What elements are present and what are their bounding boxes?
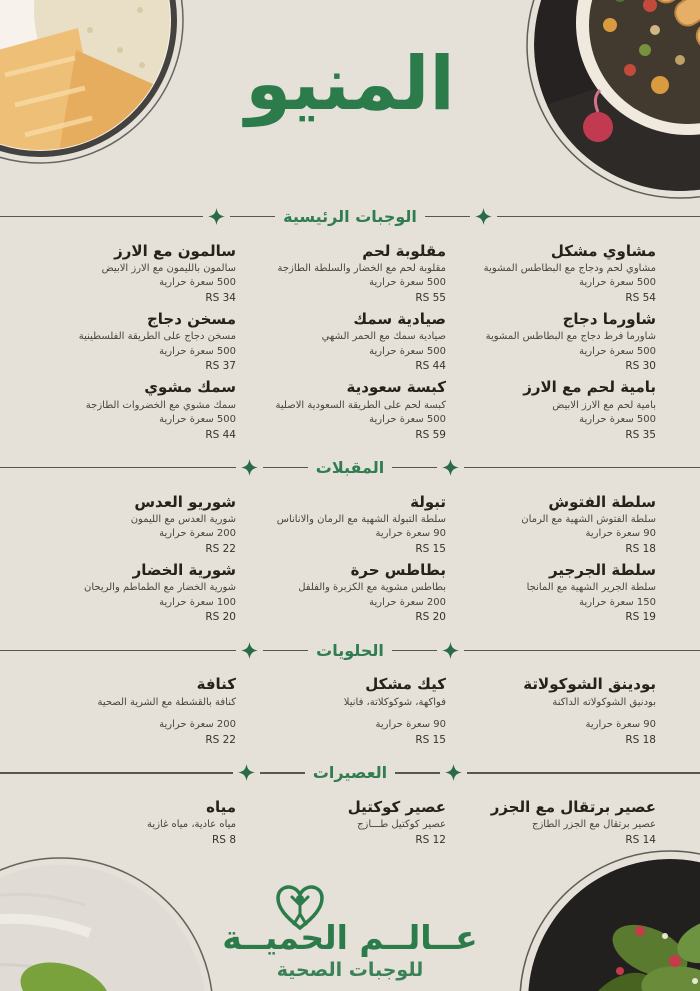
menu-item [250, 243, 446, 305]
section-header [0, 761, 700, 785]
item-description: سمك مشوي مع الخضروات الطازجة [85, 399, 236, 411]
section-title: الحلويات [316, 640, 384, 660]
brand-name: عــالــم الحميــة [222, 918, 478, 958]
menu-item [250, 494, 446, 556]
menu-item [460, 311, 656, 373]
item-calories: 500 سعرة حرارية [159, 414, 236, 425]
item-calories: 90 سعرة حرارية [585, 719, 656, 731]
item-name: مسخن دجاج [146, 309, 236, 328]
menu-item [250, 562, 446, 624]
page-title: المنيو [245, 41, 455, 127]
item-name: كنافة [196, 675, 236, 694]
item-name: مقلوبة لحم [362, 241, 446, 260]
item-price: 15 RS [415, 542, 446, 555]
item-name: سمك مشوي [144, 378, 236, 397]
menu-item [40, 562, 236, 624]
item-price: 20 RS [205, 611, 236, 624]
item-price: 54 RS [625, 291, 656, 304]
menu-item [250, 799, 446, 847]
menu-item [460, 562, 656, 624]
item-calories: 200 سعرة حرارية [159, 719, 236, 731]
item-name: بامية لحم مع الارز [523, 378, 656, 397]
item-name: سالمون مع الارز [114, 241, 236, 260]
item-calories: 90 سعرة حرارية [585, 528, 656, 540]
item-name: عصير برتقال مع الجزر [490, 797, 656, 816]
item-price: 14 RS [625, 833, 656, 846]
section-columns [0, 243, 700, 448]
column-right [446, 243, 656, 448]
item-description: سلطة التبولة الشهية مع الرمان والاناناس [276, 513, 446, 525]
sparkle-icon [442, 642, 459, 659]
item-calories: 90 سعرة حرارية [375, 719, 446, 731]
item-name: سلطة الجرجير [549, 561, 656, 579]
section-title: الوجبات الرئيسية [283, 206, 417, 226]
column-left [26, 243, 236, 448]
item-description: سلطة الفتوش الشهية مع الرمان [521, 513, 656, 525]
divider-line [263, 650, 308, 652]
item-name: سلطة الفتوش [548, 492, 656, 511]
item-price: 44 RS [205, 428, 236, 441]
menu-item [40, 311, 236, 373]
item-name: شاورما دجاج [562, 309, 656, 328]
item-description: كنافة بالقشطة مع الشرية الصحية [97, 696, 236, 708]
divider-line [260, 772, 305, 774]
column-middle [236, 494, 446, 631]
item-calories: 200 سعرة حرارية [369, 596, 446, 608]
item-description: عصير كوكتيل طـــازج [357, 819, 446, 830]
item-calories: 100 سعرة حرارية [159, 596, 236, 608]
divider-line [425, 216, 470, 218]
item-description: شاورما فرط دجاج مع البطاطس المشوية [485, 331, 656, 343]
photo-fish-plate [0, 0, 200, 180]
divider-line [230, 216, 275, 218]
item-description: عصير برتقال مع الجزر الطازج [531, 819, 656, 830]
divider-line [392, 650, 437, 652]
item-description: شورية العدس مع الليمون [130, 513, 236, 525]
footer-logo [0, 884, 700, 981]
divider-line [0, 650, 236, 652]
divider-line [0, 772, 233, 774]
divider-line [464, 467, 700, 469]
sparkle-icon [241, 642, 258, 659]
section-columns [0, 676, 700, 752]
item-name: كبسة سعودية [346, 378, 446, 397]
item-price: 55 RS [415, 291, 446, 304]
photo-quinoa-bowl [510, 0, 700, 215]
item-price: 18 RS [625, 542, 656, 555]
item-price: 8 RS [212, 833, 236, 846]
menu-item [250, 379, 446, 441]
brand-tagline: للوجبات الصحية [276, 959, 424, 981]
item-calories: 500 سعرة حرارية [369, 414, 446, 425]
column-left [26, 494, 236, 631]
item-calories: 90 سعرة حرارية [375, 528, 446, 540]
menu-item [250, 676, 446, 746]
menu-item [460, 494, 656, 556]
sparkle-icon [475, 208, 492, 225]
item-name: بطاطس حرة [350, 561, 446, 579]
column-right [446, 676, 656, 752]
section-desserts [0, 638, 700, 752]
item-name: شوريو العدس [134, 492, 236, 511]
menu-item [40, 676, 236, 746]
section-appetizers [0, 456, 700, 631]
item-price: 34 RS [205, 291, 236, 304]
item-calories: 500 سعرة حرارية [369, 277, 446, 289]
divider-line [467, 772, 700, 774]
item-description: كبسة لحم على الطريقة السعودية الاصلية [275, 399, 446, 411]
item-price: 22 RS [205, 542, 236, 555]
item-name: صيادية سمك [353, 309, 446, 328]
item-price: 15 RS [415, 733, 446, 746]
item-calories: 500 سعرة حرارية [579, 414, 656, 425]
item-price: 35 RS [625, 428, 656, 441]
item-price: 20 RS [415, 611, 446, 624]
sparkle-icon [445, 764, 462, 781]
column-middle [236, 799, 446, 853]
item-description: فواكهة، شوكوكلاتة، فانيلا [343, 696, 446, 708]
item-price: 37 RS [205, 360, 236, 373]
item-calories: 500 سعرة حرارية [579, 345, 656, 357]
menu-item [460, 379, 656, 441]
item-price: 30 RS [625, 360, 656, 373]
item-name: كيك مشكل [365, 675, 446, 694]
item-description: بودنيق الشوكولاته الداكنة [552, 696, 656, 708]
column-middle [236, 676, 446, 752]
divider-line [497, 216, 700, 218]
sparkle-icon [208, 208, 225, 225]
item-description: مسخن دجاج على الطريقة الفلسطينية [78, 331, 236, 343]
column-left [26, 676, 236, 752]
section-header [0, 638, 700, 662]
menu-item [40, 243, 236, 305]
section-title: العصيرات [312, 763, 388, 783]
menu-item [40, 799, 236, 847]
item-name: شورية الخضار [132, 561, 236, 579]
item-calories: 500 سعرة حرارية [159, 345, 236, 357]
section-title: المقبلات [315, 458, 385, 478]
item-description: بطاطس مشوية مع الكزبرة والفلفل [298, 582, 446, 594]
section-columns [0, 494, 700, 631]
column-middle [236, 243, 446, 448]
divider-line [0, 216, 203, 218]
item-price: 12 RS [415, 833, 446, 846]
item-price: 22 RS [205, 733, 236, 746]
heart-logo-icon [274, 884, 326, 932]
menu-item [40, 494, 236, 556]
item-description: صيادية سمك مع الحمر الشهي [321, 331, 446, 343]
item-description: بامية لحم مع الارز الابيض [552, 399, 656, 411]
item-description: مقلوبة لحم مع الخضار والسلطة الطازجة [277, 262, 446, 274]
item-name: مشاوي مشكل [550, 241, 656, 260]
item-description: مياه عادية، مياه غازية [147, 819, 236, 830]
item-name: مياه [206, 797, 236, 816]
item-price: 44 RS [415, 360, 446, 373]
divider-line [464, 650, 700, 652]
item-calories: 500 سعرة حرارية [579, 277, 656, 289]
item-price: 18 RS [625, 733, 656, 746]
item-name: عصير كوكتيل [347, 797, 446, 816]
sparkle-icon [238, 764, 255, 781]
item-description: مشاوي لحم ودجاج مع البطاطس المشوية [483, 262, 656, 274]
divider-line [392, 467, 437, 469]
sparkle-icon [241, 459, 258, 476]
item-calories: 500 سعرة حرارية [369, 345, 446, 357]
section-header [0, 456, 700, 480]
item-calories: 150 سعرة حرارية [579, 596, 656, 608]
item-description: شورية الخضار مع الطماطم والريحان [83, 582, 236, 594]
item-name: بودينق الشوكولاتة [523, 675, 656, 694]
section-main-dishes [0, 205, 700, 448]
menu-item [250, 311, 446, 373]
divider-line [263, 467, 308, 469]
menu-item [40, 379, 236, 441]
divider-line [395, 772, 440, 774]
item-calories: 200 سعرة حرارية [159, 528, 236, 540]
item-description: سلطة الجرير الشهية مع المانجا [526, 582, 656, 594]
menu-item [460, 676, 656, 746]
sparkle-icon [442, 459, 459, 476]
column-right [446, 494, 656, 631]
item-description: سالمون بالليمون مع الارز الابيض [101, 262, 236, 274]
item-price: 59 RS [415, 428, 446, 441]
item-calories: 500 سعرة حرارية [159, 277, 236, 289]
item-name: تبولة [410, 492, 446, 511]
item-price: 19 RS [625, 611, 656, 624]
divider-line [0, 467, 236, 469]
menu-item [460, 243, 656, 305]
